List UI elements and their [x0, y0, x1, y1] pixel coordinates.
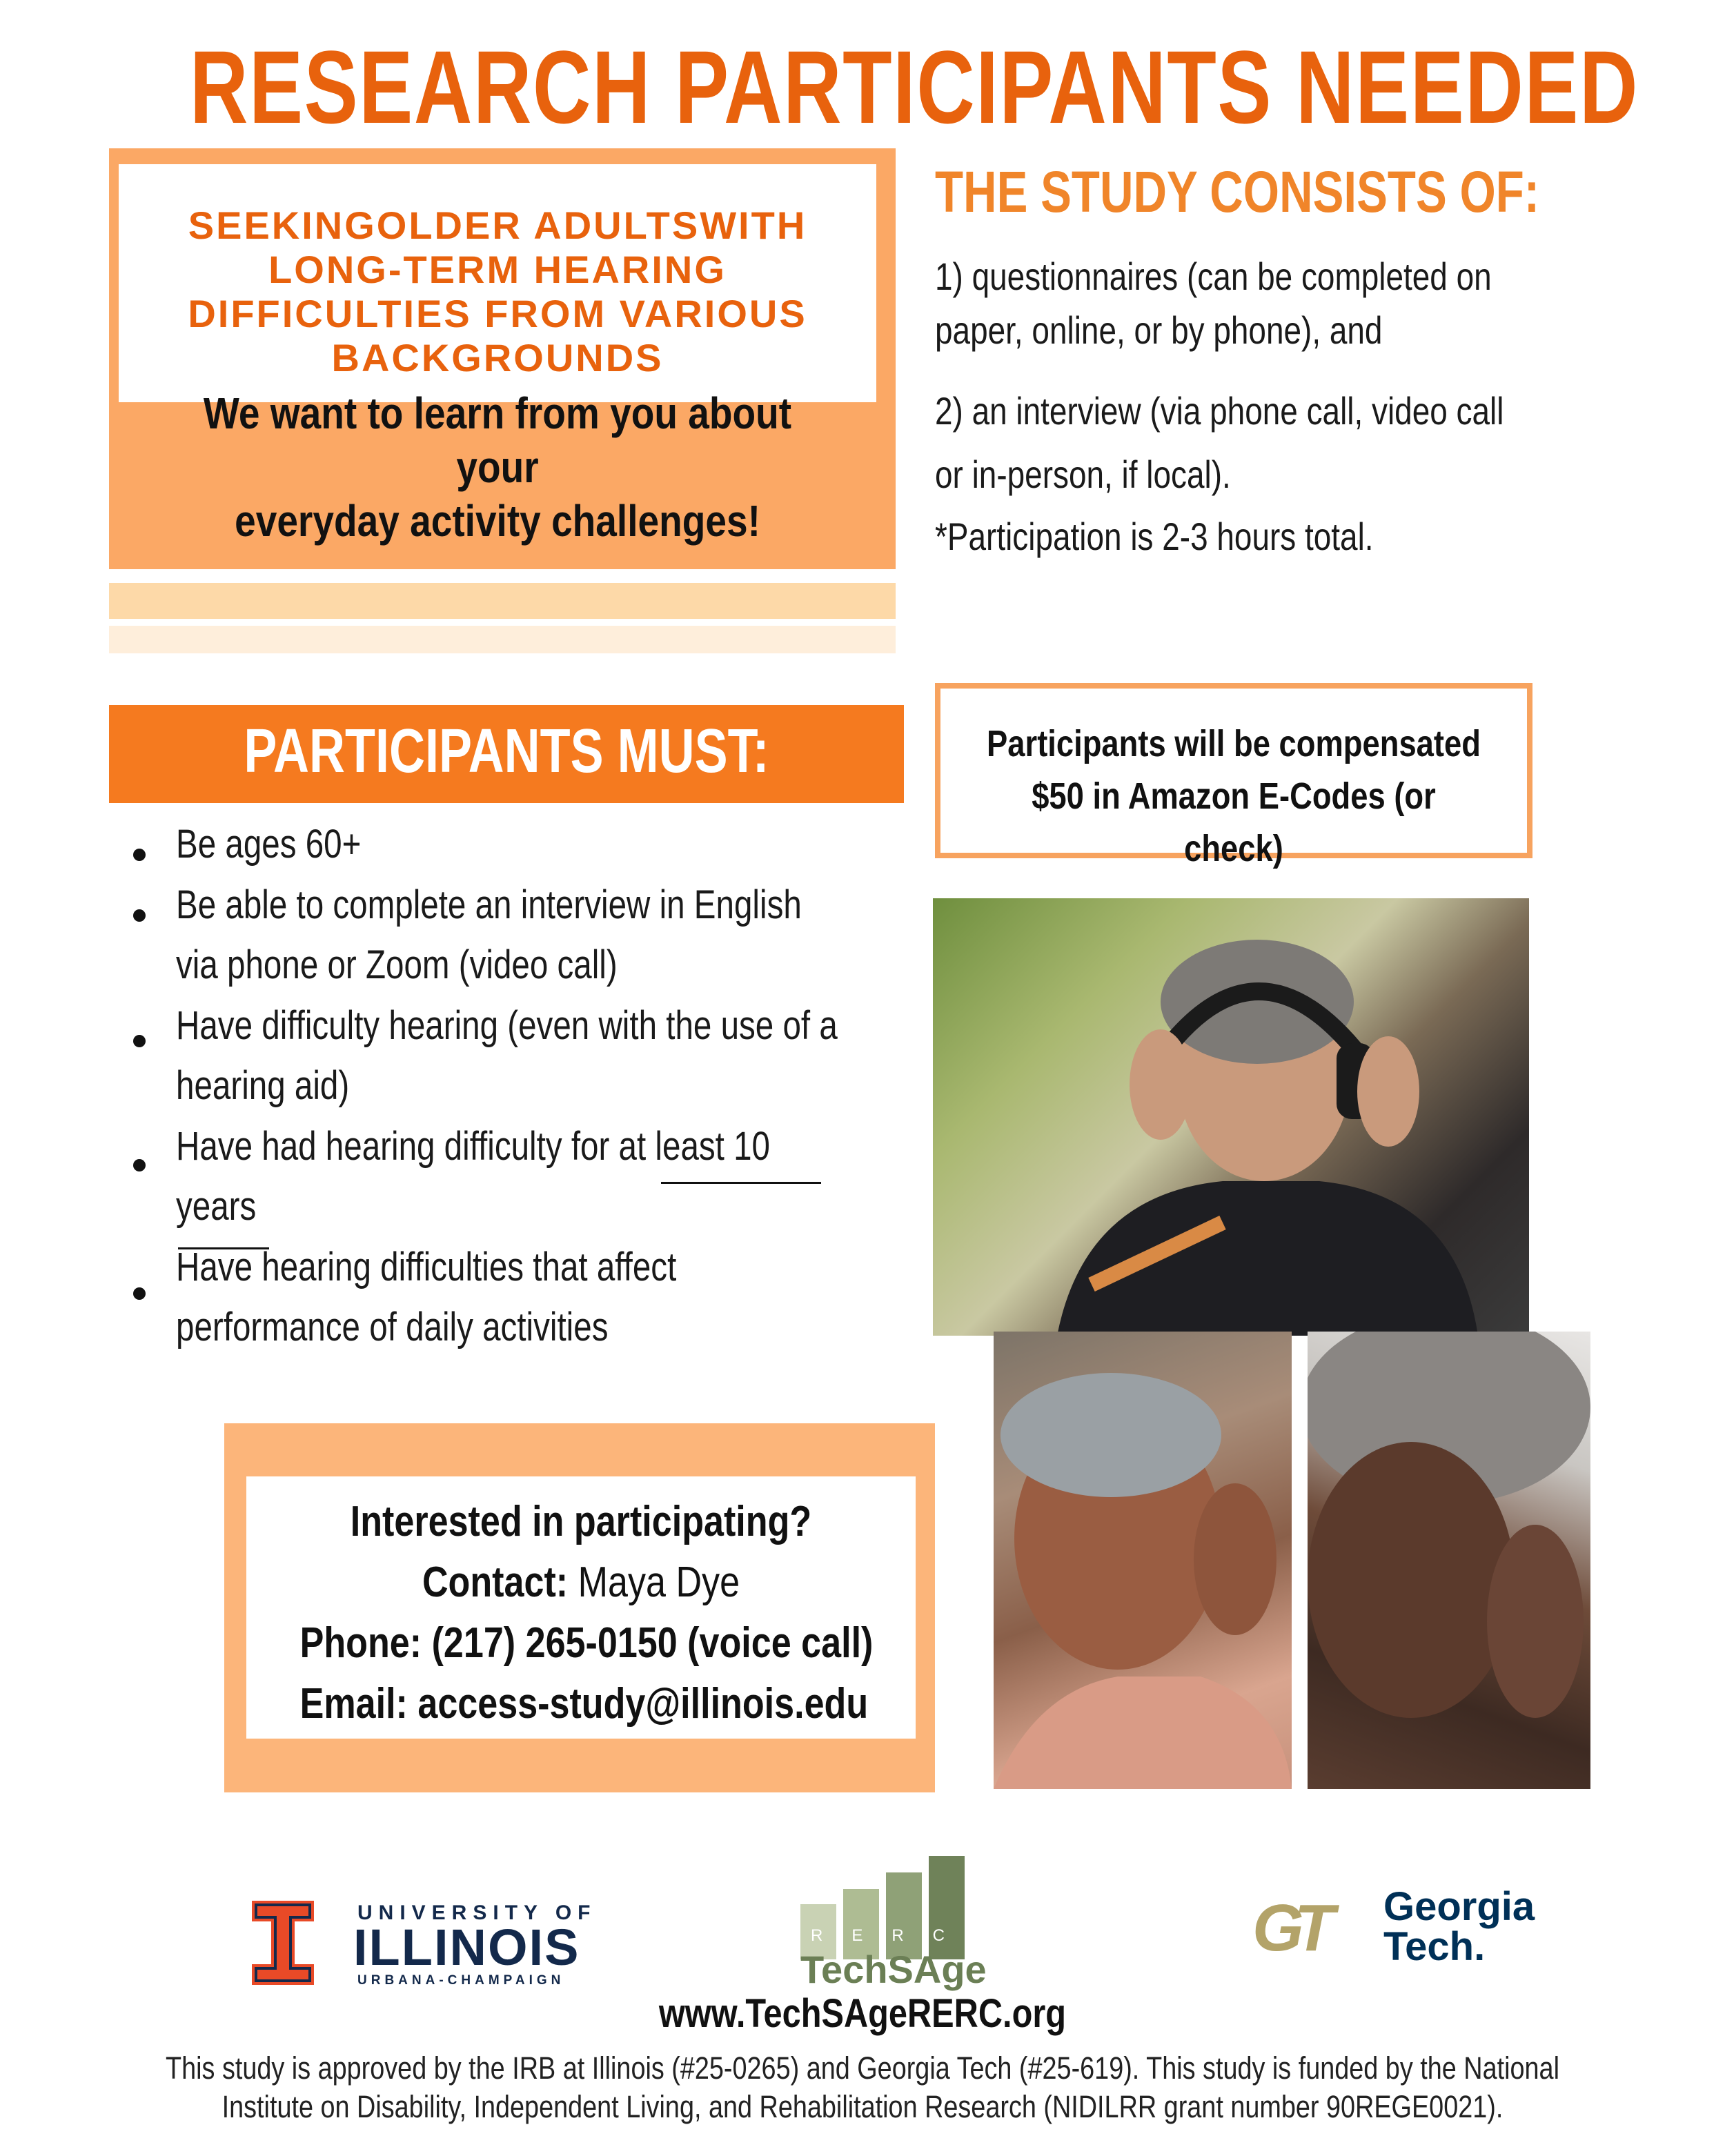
- phone-value[interactable]: (217) 265-0150 (voice call): [431, 1619, 874, 1667]
- bullet-icon: [133, 1035, 146, 1047]
- study-heading: THE STUDY CONSISTS OF:: [935, 159, 1540, 224]
- footer-disclaimer: [138, 2049, 1587, 2126]
- email-link[interactable]: access-study@illinois.edu: [417, 1680, 869, 1728]
- website-link[interactable]: www.TechSAgeRERC.org: [658, 1991, 1067, 2036]
- requirement-item: hearing aid): [176, 1063, 350, 1108]
- requirement-item: performance of daily activities: [176, 1305, 609, 1349]
- illinois-block-i-logo: [252, 1901, 314, 1985]
- footer-line-1: This study is approved by the IRB at Illinois (#25-0265) and Georgia Tech (#25-619). This study is funded by the National: [166, 2050, 1559, 2086]
- georgia-tech-gt-logo: GT: [1252, 1891, 1325, 1965]
- compensation-text: [983, 718, 1484, 875]
- seeking-subline-1: We want to learn from you about your: [203, 388, 792, 492]
- uiuc-logo-top: UNIVERSITY OF: [357, 1901, 597, 1924]
- study-participation-note: *Participation is 2-3 hours total.: [935, 515, 1374, 558]
- contact-question: Interested in participating?: [350, 1498, 812, 1545]
- bullet-icon: [133, 1287, 146, 1300]
- requirement-item: via phone or Zoom (video call): [176, 942, 618, 987]
- requirement-item: Be ages 60+: [176, 822, 362, 867]
- study-line: 1) questionnaires (can be completed on: [935, 255, 1492, 298]
- email-label: Email:: [299, 1680, 408, 1728]
- decorative-stripe: [109, 626, 896, 653]
- underline-mark: [661, 1182, 821, 1184]
- seeking-headline: [119, 204, 876, 380]
- footer-line-2: Institute on Disability, Independent Living, and Rehabilitation Research (NIDILRR grant number 90REGE0021).: [221, 2089, 1504, 2124]
- requirement-item: Be able to complete an interview in English: [176, 882, 802, 927]
- photo-illustration: [994, 1332, 1292, 1789]
- photo-illustration: [933, 898, 1529, 1336]
- requirements-heading: PARTICIPANTS MUST:: [244, 717, 769, 786]
- techsage-logo-name: TechSAge: [800, 1948, 987, 1991]
- bullet-icon: [133, 849, 146, 861]
- seeking-headline-line: LONG-TERM HEARING: [268, 248, 727, 291]
- requirement-item: Have hearing difficulties that affect: [176, 1245, 677, 1289]
- seeking-headline-line: DIFFICULTIES FROM VARIOUS: [188, 292, 807, 335]
- uiuc-logo-main: ILLINOIS: [353, 1919, 580, 1976]
- photo-older-man-hearing-aid: [994, 1332, 1292, 1789]
- decorative-stripe: [109, 583, 896, 619]
- photo-older-woman-headphones: [933, 898, 1529, 1336]
- contact-phone-line: [299, 1619, 874, 1668]
- page-title: RESEARCH PARTICIPANTS NEEDED: [190, 29, 1639, 145]
- seeking-subline-2: everyday activity challenges!: [235, 496, 760, 546]
- georgia-tech-name-line-2: Tech.: [1383, 1924, 1486, 1969]
- contact-person-line: [300, 1558, 862, 1607]
- rerc-letters: RERC: [811, 1926, 974, 1945]
- photo-older-woman-touching-ear: [1308, 1332, 1590, 1789]
- georgia-tech-name: [1383, 1884, 1535, 1969]
- compensation-line-1: Participants will be compensated: [987, 723, 1481, 764]
- requirement-item: Have had hearing difficulty for at least 10: [176, 1124, 771, 1169]
- uiuc-logo-bottom: URBANA-CHAMPAIGN: [357, 1973, 565, 1988]
- study-line: 2) an interview (via phone call, video call: [935, 389, 1504, 433]
- compensation-line-2: $50 in Amazon E-Codes (or check): [1032, 775, 1436, 869]
- study-line: paper, online, or by phone), and: [935, 308, 1383, 352]
- contact-email-line: [299, 1679, 869, 1728]
- bullet-icon: [133, 909, 146, 922]
- requirement-item: Have difficulty hearing (even with the use of a: [176, 1003, 838, 1048]
- georgia-tech-name-line-1: Georgia: [1383, 1884, 1535, 1929]
- phone-label: Phone:: [299, 1619, 422, 1667]
- bullet-icon: [133, 1159, 146, 1171]
- contact-name: Maya Dye: [578, 1559, 740, 1606]
- seeking-headline-line: SEEKINGOLDER ADULTSWITH: [188, 204, 807, 247]
- photo-illustration: [1308, 1332, 1590, 1789]
- study-line: or in-person, if local).: [935, 453, 1231, 496]
- seeking-subline: [172, 386, 823, 548]
- contact-label: Contact:: [422, 1559, 569, 1606]
- seeking-headline-line: BACKGROUNDS: [331, 336, 664, 379]
- requirement-item: years: [176, 1184, 257, 1229]
